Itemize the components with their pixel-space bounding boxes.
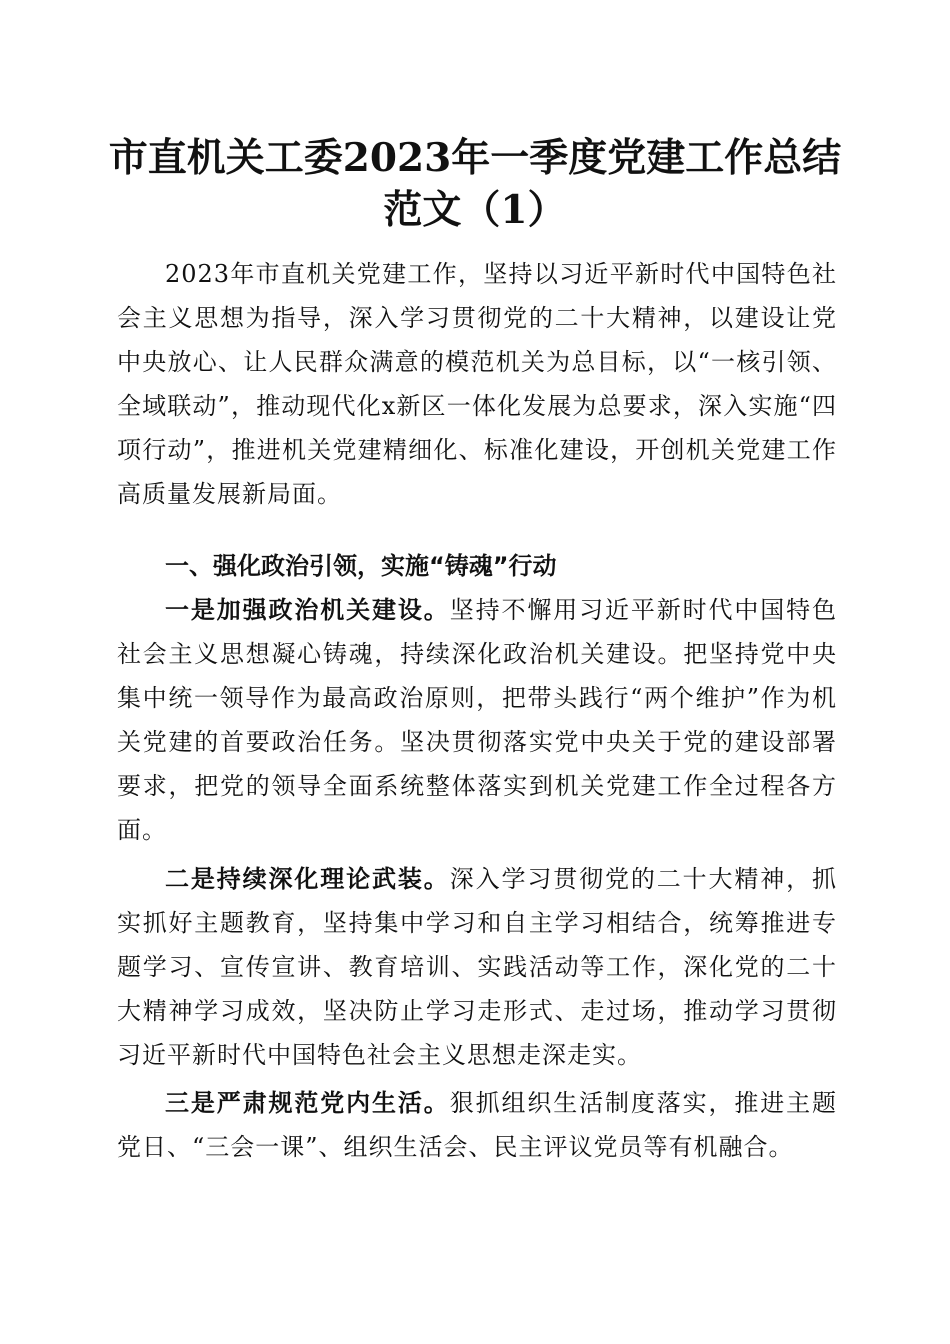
intro-paragraph: 2023年市直机关党建工作，坚持以习近平新时代中国特色社会主义思想为指导，深入学习贯彻党的二十大精神，以建设让党中央放心、让人民群众满意的模范机关为总目标，以“一核引领、全域联动”，推动现代化x新区一体化发展为总要求，深入实施“四项行动”，推进机关党建精细化、标准化建设，开创机关党建工作高质量发展新局面。 bbox=[117, 260, 837, 508]
paragraph-2-text: 深入学习贯彻党的二十大精神，抓实抓好主题教育，坚持集中学习和自主学习相结合，统筹推进专题学习、宣传宣讲、教育培训、实践活动等工作，深化党的二十大精神学习成效，坚决防止学习走形式、走过场，推动学习贯彻习近平新时代中国特色社会主义思想走深走实。 bbox=[117, 865, 838, 1069]
paragraph-2 bbox=[117, 857, 837, 1077]
paragraph-3 bbox=[117, 1081, 837, 1169]
paragraph-1 bbox=[117, 588, 837, 852]
document-title: 市直机关工委2023年一季度党建工作总结范文（1） bbox=[108, 135, 842, 233]
paragraph-3-text: 狠抓组织生活制度落实，推进主题党日、“三会一课”、组织生活会、民主评议党员等有机融合。 bbox=[117, 1089, 838, 1161]
paragraph-3-lead: 三是严肃规范党内生活。 bbox=[165, 1088, 450, 1117]
paragraph-2-lead: 二是持续深化理论武装。 bbox=[165, 864, 450, 893]
paragraph-1-lead: 一是加强政治机关建设。 bbox=[165, 595, 450, 624]
section-heading-1: 一、强化政治引领，实施“铸魂”行动 bbox=[165, 552, 557, 580]
paragraph-1-text: 坚持不懈用习近平新时代中国特色社会主义思想凝心铸魂，持续深化政治机关建设。把坚持党中央集中统一领导作为最高政治原则，把带头践行“两个维护”作为机关党建的首要政治任务。坚决贯彻落实党中央关于党的建设部署要求，把党的领导全面系统整体落实到机关党建工作全过程各方面。 bbox=[117, 596, 838, 844]
